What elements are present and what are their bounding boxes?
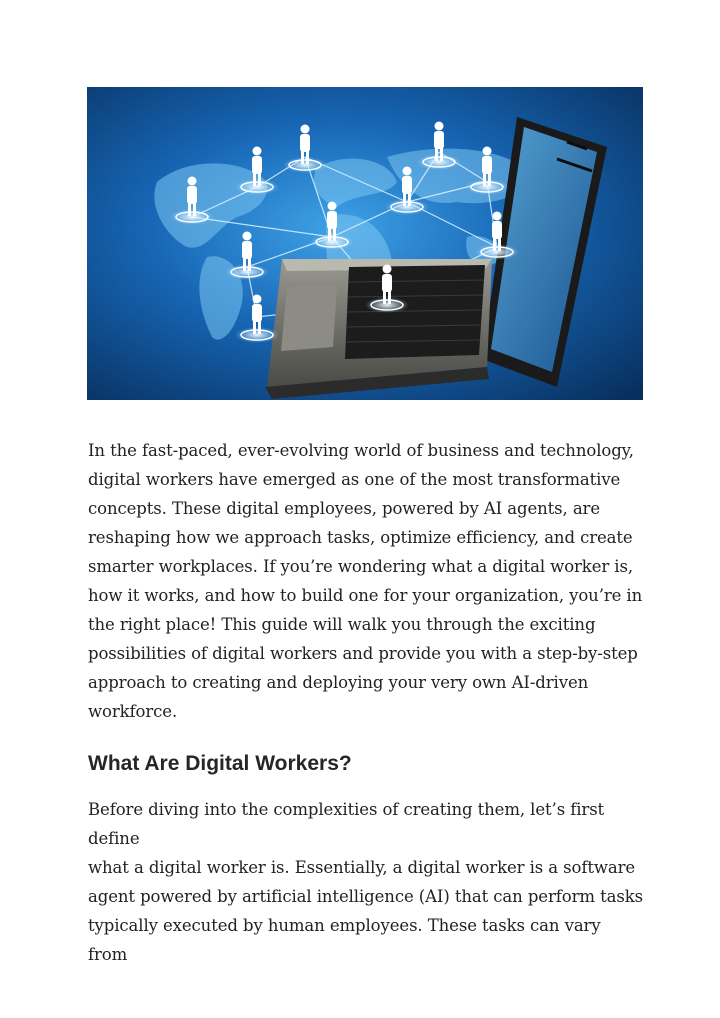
text-line: what a digital worker is. Essentially, a digital worker is a software: [88, 858, 636, 877]
text-line: concepts. These digital employees, powered by AI agents, are: [88, 499, 601, 518]
intro-paragraph: [88, 436, 644, 726]
text-line: digital workers have emerged as one of the most transformative: [88, 470, 621, 489]
section-heading: What Are Digital Workers?: [88, 752, 352, 775]
text-line: possibilities of digital workers and provide you with a step-by-step: [88, 644, 638, 663]
text-line: workforce.: [88, 702, 178, 721]
text-line: typically executed by human employees. These tasks can vary from: [88, 916, 601, 964]
text-line: Before diving into the complexities of creating them, let’s first define: [88, 800, 605, 848]
text-line: reshaping how we approach tasks, optimize efficiency, and create: [88, 528, 633, 547]
laptop-network-illustration: [87, 87, 643, 400]
text-line: how it works, and how to build one for your organization, you’re in: [88, 586, 643, 605]
definition-paragraph: [88, 795, 644, 969]
text-line: approach to creating and deploying your very own AI-driven: [88, 673, 589, 692]
text-line: In the fast-paced, ever-evolving world of business and technology,: [88, 441, 634, 460]
text-line: the right place! This guide will walk you through the exciting: [88, 615, 596, 634]
text-line: smarter workplaces. If you’re wondering what a digital worker is,: [88, 557, 633, 576]
text-line: agent powered by artificial intelligence (AI) that can perform tasks: [88, 887, 643, 906]
hero-image: [87, 87, 643, 400]
